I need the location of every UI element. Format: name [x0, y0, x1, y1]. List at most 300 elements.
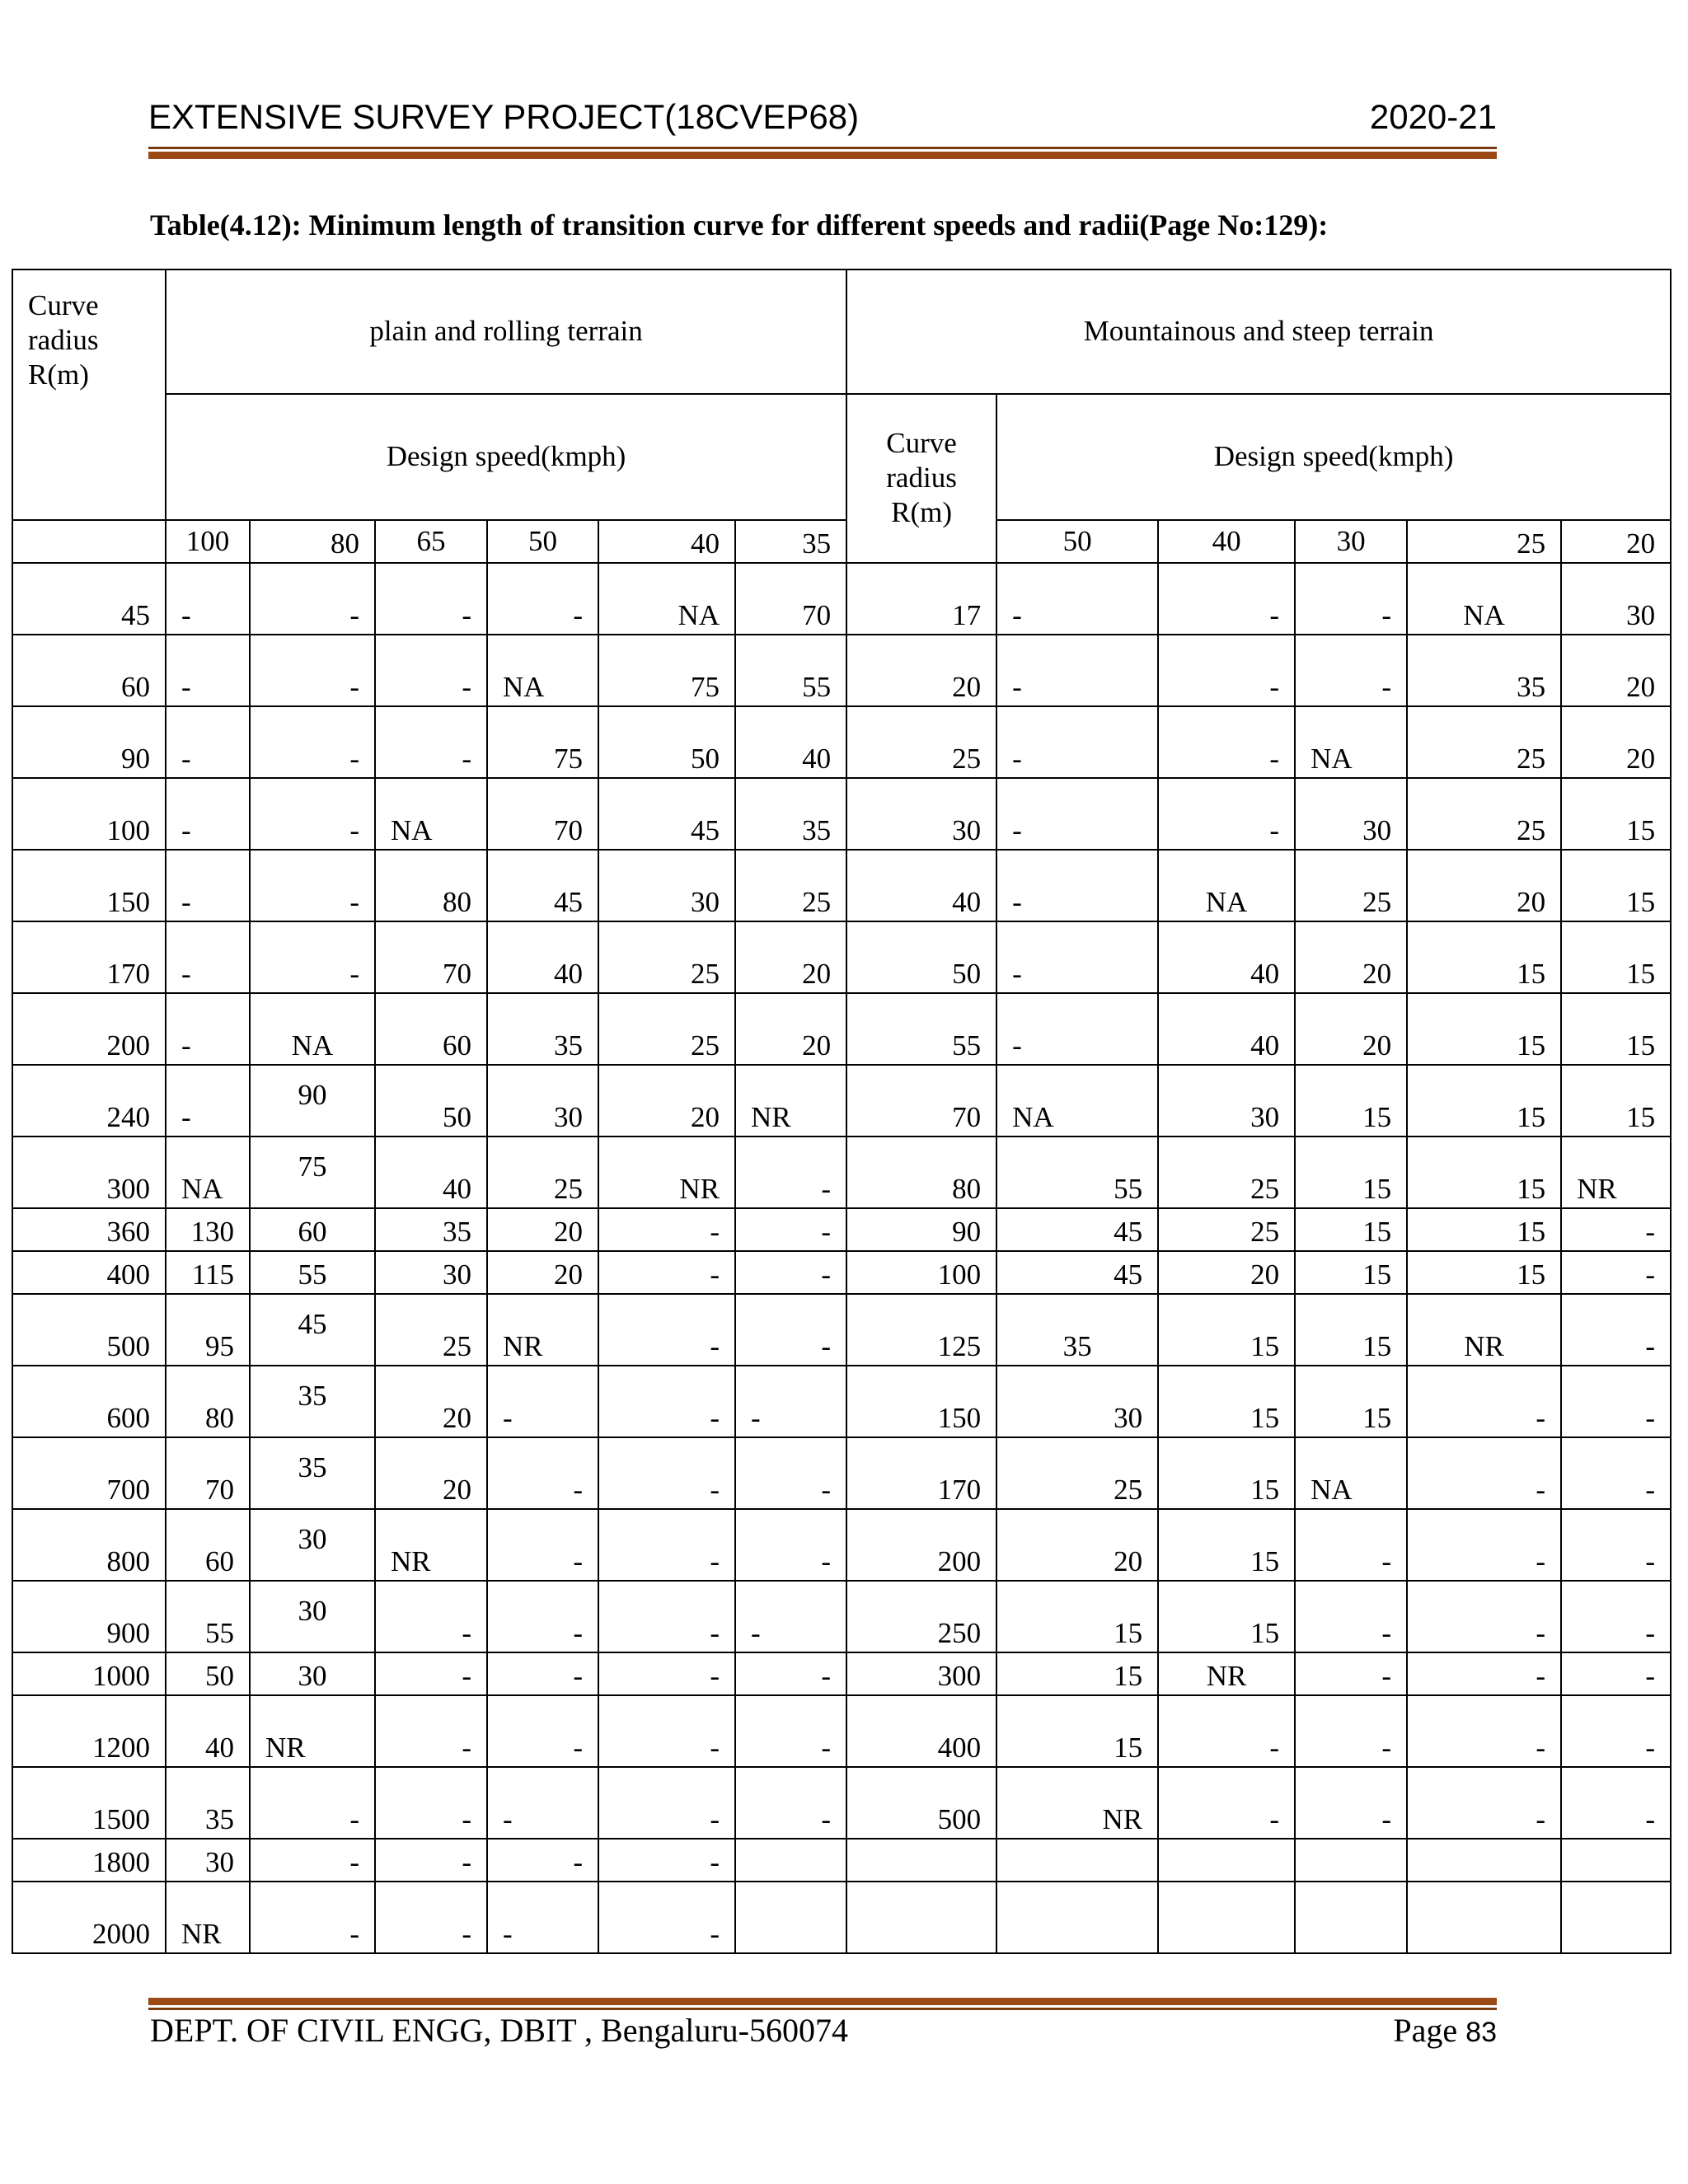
plain-speed-cell: 40 — [598, 520, 735, 563]
mountain-value-cell: - — [1295, 563, 1407, 635]
mountain-value-cell — [1295, 1882, 1407, 1953]
plain-value-cell: 40 — [166, 1695, 250, 1767]
plain-value-cell: 30 — [487, 1065, 598, 1137]
mountain-value-cell: - — [1295, 1695, 1407, 1767]
plain-value-cell: - — [598, 1509, 735, 1581]
plain-value-cell: - — [598, 1767, 735, 1839]
plain-value-cell: 80 — [375, 850, 487, 921]
mountain-value-cell: 15 — [1561, 850, 1671, 921]
radius-cell: 150 — [12, 850, 166, 921]
curve-radius-header: Curve radius R(m) — [12, 269, 166, 520]
plain-speed-cell: 50 — [487, 520, 598, 563]
mountain-value-cell: 30 — [1158, 1065, 1295, 1137]
mountain-value-cell: 15 — [1407, 1065, 1561, 1137]
plain-value-cell: 95 — [166, 1294, 250, 1366]
mountain-value-cell: 35 — [996, 1294, 1158, 1366]
radius-cell: 900 — [12, 1581, 166, 1652]
plain-value-cell: - — [598, 1695, 735, 1767]
mountain-radius-cell: 30 — [846, 778, 996, 850]
mountain-value-cell: - — [1158, 778, 1295, 850]
plain-value-cell: 20 — [735, 993, 846, 1065]
mountain-value-cell: NR — [996, 1767, 1158, 1839]
mountain-value-cell: 15 — [1295, 1137, 1407, 1208]
plain-value-cell: NR — [166, 1882, 250, 1953]
mountain-radius-cell: 90 — [846, 1208, 996, 1251]
plain-value-cell: 50 — [598, 706, 735, 778]
mountain-value-cell: - — [1295, 1652, 1407, 1695]
radius-cell: 600 — [12, 1366, 166, 1437]
plain-value-cell: - — [250, 563, 375, 635]
mountain-value-cell: - — [1407, 1695, 1561, 1767]
plain-value-cell: - — [487, 1695, 598, 1767]
mountain-value-cell — [1158, 1839, 1295, 1882]
mountain-value-cell: - — [996, 921, 1158, 993]
mountain-value-cell: 15 — [1561, 1065, 1671, 1137]
mountain-value-cell: 15 — [1158, 1509, 1295, 1581]
plain-value-cell: - — [598, 1294, 735, 1366]
header-row-speed-values — [12, 520, 1671, 563]
plain-value-cell: - — [735, 1581, 846, 1652]
mountain-value-cell: 20 — [996, 1509, 1158, 1581]
radius-cell: 500 — [12, 1294, 166, 1366]
plain-value-cell: NR — [375, 1509, 487, 1581]
plain-value-cell: - — [375, 1767, 487, 1839]
plain-value-cell: 20 — [598, 1065, 735, 1137]
plain-value-cell: - — [375, 1695, 487, 1767]
table-row — [12, 635, 1671, 706]
radius-cell: 45 — [12, 563, 166, 635]
plain-design-speed-header: Design speed(kmph) — [166, 394, 846, 520]
plain-value-cell: 25 — [598, 921, 735, 993]
plain-value-cell: - — [166, 706, 250, 778]
plain-value-cell: - — [487, 1767, 598, 1839]
plain-value-cell: - — [375, 563, 487, 635]
mountain-terrain-header: Mountainous and steep terrain — [846, 269, 1671, 394]
header-rule-thin — [148, 147, 1497, 149]
mountain-value-cell: - — [1158, 1767, 1295, 1839]
mountain-value-cell: 15 — [1407, 993, 1561, 1065]
plain-value-cell: - — [375, 1882, 487, 1953]
plain-value-cell: - — [487, 1581, 598, 1652]
table-caption: Table(4.12): Minimum length of transition curve for different speeds and radii(Page No:129): — [150, 209, 1329, 241]
mountain-radius-cell: 50 — [846, 921, 996, 993]
plain-value-cell: 20 — [375, 1366, 487, 1437]
footer-rule-thin — [148, 2008, 1497, 2010]
mountain-value-cell: 55 — [996, 1137, 1158, 1208]
plain-value-cell: 75 — [250, 1137, 375, 1208]
mountain-value-cell: 25 — [1158, 1208, 1295, 1251]
mountain-value-cell: 20 — [1158, 1251, 1295, 1294]
plain-value-cell: NA — [166, 1137, 250, 1208]
plain-value-cell: NR — [487, 1294, 598, 1366]
table-row — [12, 1137, 1671, 1208]
mountain-value-cell: 15 — [1158, 1294, 1295, 1366]
plain-value-cell: 20 — [735, 921, 846, 993]
table-row — [12, 1839, 1671, 1882]
plain-value-cell: 40 — [487, 921, 598, 993]
mountain-value-cell: - — [1407, 1437, 1561, 1509]
table-row — [12, 1366, 1671, 1437]
mountain-radius-cell: 40 — [846, 850, 996, 921]
transition-curve-table — [12, 269, 1672, 1954]
plain-value-cell: - — [487, 1839, 598, 1882]
plain-value-cell: - — [375, 635, 487, 706]
mountain-value-cell — [1295, 1839, 1407, 1882]
mountain-value-cell: - — [1561, 1581, 1671, 1652]
mountain-value-cell: - — [1561, 1208, 1671, 1251]
plain-value-cell: 45 — [487, 850, 598, 921]
page-number: 83 — [1465, 2017, 1497, 2048]
plain-value-cell: 55 — [166, 1581, 250, 1652]
radius-cell: 400 — [12, 1251, 166, 1294]
plain-value-cell: 45 — [598, 778, 735, 850]
plain-value-cell: 50 — [375, 1065, 487, 1137]
plain-value-cell: - — [487, 563, 598, 635]
mountain-value-cell: 20 — [1561, 706, 1671, 778]
table-row — [12, 563, 1671, 635]
plain-value-cell: 130 — [166, 1208, 250, 1251]
plain-value-cell: 70 — [166, 1437, 250, 1509]
mountain-radius-cell: 400 — [846, 1695, 996, 1767]
plain-value-cell: - — [598, 1882, 735, 1953]
plain-speed-cell: 80 — [250, 520, 375, 563]
mountain-value-cell: 15 — [1295, 1251, 1407, 1294]
mountain-value-cell: - — [1295, 1767, 1407, 1839]
plain-value-cell: - — [735, 1137, 846, 1208]
mountain-value-cell: 15 — [1295, 1294, 1407, 1366]
mountain-value-cell: 20 — [1295, 993, 1407, 1065]
plain-value-cell: 55 — [735, 635, 846, 706]
plain-value-cell: - — [735, 1767, 846, 1839]
mountain-speed-cell: 25 — [1407, 520, 1561, 563]
table-row — [12, 778, 1671, 850]
mountain-value-cell: NA — [1295, 706, 1407, 778]
mountain-value-cell: 15 — [1295, 1208, 1407, 1251]
table-row — [12, 921, 1671, 993]
plain-value-cell: - — [735, 1294, 846, 1366]
plain-value-cell: - — [166, 921, 250, 993]
mountain-value-cell: 30 — [1295, 778, 1407, 850]
mountain-value-cell — [996, 1882, 1158, 1953]
mountain-speed-cell: 40 — [1158, 520, 1295, 563]
plain-value-cell: 25 — [735, 850, 846, 921]
mountain-value-cell: - — [1407, 1366, 1561, 1437]
plain-value-cell: NR — [250, 1695, 375, 1767]
plain-value-cell: 60 — [375, 993, 487, 1065]
plain-value-cell: - — [250, 1882, 375, 1953]
mountain-curve-radius-header: Curve radius R(m) — [846, 394, 996, 563]
mountain-value-cell — [1158, 1882, 1295, 1953]
plain-value-cell: NA — [250, 993, 375, 1065]
plain-value-cell: NR — [735, 1065, 846, 1137]
radius-cell: 300 — [12, 1137, 166, 1208]
table-row — [12, 1882, 1671, 1953]
plain-value-cell: NA — [375, 778, 487, 850]
mountain-value-cell: - — [1407, 1767, 1561, 1839]
plain-terrain-header: plain and rolling terrain — [166, 269, 846, 394]
mountain-value-cell: - — [1295, 635, 1407, 706]
plain-value-cell: 80 — [166, 1366, 250, 1437]
mountain-value-cell: - — [1158, 1695, 1295, 1767]
plain-value-cell: 70 — [735, 563, 846, 635]
mountain-value-cell: 45 — [996, 1208, 1158, 1251]
plain-value-cell: 35 — [375, 1208, 487, 1251]
mountain-value-cell: - — [1561, 1366, 1671, 1437]
mountain-value-cell: 20 — [1561, 635, 1671, 706]
mountain-value-cell: 15 — [1561, 778, 1671, 850]
plain-value-cell: - — [166, 778, 250, 850]
plain-value-cell: - — [250, 1767, 375, 1839]
mountain-value-cell: - — [1561, 1652, 1671, 1695]
plain-value-cell: 20 — [487, 1251, 598, 1294]
plain-value-cell: 60 — [250, 1208, 375, 1251]
plain-value-cell: - — [375, 706, 487, 778]
plain-value-cell: 35 — [250, 1366, 375, 1437]
mountain-value-cell: 15 — [1158, 1366, 1295, 1437]
plain-value-cell: - — [735, 1695, 846, 1767]
plain-value-cell: 30 — [250, 1581, 375, 1652]
plain-value-cell: - — [487, 1509, 598, 1581]
mountain-value-cell: 25 — [1407, 706, 1561, 778]
empty-cell — [12, 520, 166, 563]
radius-cell: 100 — [12, 778, 166, 850]
plain-speed-cell: 100 — [166, 520, 250, 563]
table-row — [12, 1251, 1671, 1294]
radius-cell: 1000 — [12, 1652, 166, 1695]
mountain-value-cell: 15 — [1295, 1366, 1407, 1437]
plain-value-cell: - — [487, 1437, 598, 1509]
plain-value-cell: - — [487, 1882, 598, 1953]
mountain-value-cell: 30 — [996, 1366, 1158, 1437]
radius-cell: 700 — [12, 1437, 166, 1509]
mountain-design-speed-header: Design speed(kmph) — [996, 394, 1671, 520]
mountain-radius-cell: 80 — [846, 1137, 996, 1208]
radius-cell: 90 — [12, 706, 166, 778]
mountain-radius-cell: 150 — [846, 1366, 996, 1437]
academic-year: 2020-21 — [1369, 97, 1497, 136]
plain-value-cell: - — [735, 1437, 846, 1509]
mountain-speed-cell: 20 — [1561, 520, 1671, 563]
mountain-value-cell: 20 — [1295, 921, 1407, 993]
mountain-value-cell: 25 — [1295, 850, 1407, 921]
mountain-radius-cell: 300 — [846, 1652, 996, 1695]
mountain-radius-cell: 70 — [846, 1065, 996, 1137]
radius-cell: 1500 — [12, 1767, 166, 1839]
mountain-value-cell: 40 — [1158, 993, 1295, 1065]
table-row — [12, 1065, 1671, 1137]
plain-value-cell — [735, 1882, 846, 1953]
plain-value-cell: - — [250, 850, 375, 921]
mountain-value-cell: - — [1561, 1509, 1671, 1581]
plain-value-cell: - — [598, 1839, 735, 1882]
plain-value-cell: 90 — [250, 1065, 375, 1137]
plain-value-cell: 25 — [487, 1137, 598, 1208]
table-row — [12, 1294, 1671, 1366]
radius-cell: 1800 — [12, 1839, 166, 1882]
plain-value-cell — [735, 1839, 846, 1882]
radius-cell: 60 — [12, 635, 166, 706]
mountain-radius-cell: 500 — [846, 1767, 996, 1839]
plain-value-cell: - — [375, 1581, 487, 1652]
plain-value-cell: 35 — [735, 778, 846, 850]
radius-cell: 240 — [12, 1065, 166, 1137]
mountain-value-cell: NA — [1158, 850, 1295, 921]
plain-value-cell: NR — [598, 1137, 735, 1208]
mountain-value-cell: 15 — [1407, 921, 1561, 993]
mountain-value-cell — [1561, 1882, 1671, 1953]
mountain-value-cell: 25 — [1407, 778, 1561, 850]
mountain-radius-cell: 25 — [846, 706, 996, 778]
mountain-value-cell: NR — [1407, 1294, 1561, 1366]
plain-value-cell: 40 — [735, 706, 846, 778]
mountain-value-cell: 35 — [1407, 635, 1561, 706]
mountain-value-cell — [1561, 1839, 1671, 1882]
plain-value-cell: - — [598, 1652, 735, 1695]
mountain-value-cell: 25 — [1158, 1137, 1295, 1208]
radius-cell: 1200 — [12, 1695, 166, 1767]
mountain-value-cell: - — [1158, 563, 1295, 635]
plain-value-cell: - — [375, 1839, 487, 1882]
mountain-value-cell: NA — [1295, 1437, 1407, 1509]
table-row — [12, 1437, 1671, 1509]
table-row — [12, 1695, 1671, 1767]
plain-value-cell: - — [250, 635, 375, 706]
mountain-value-cell — [996, 1839, 1158, 1882]
mountain-value-cell: - — [996, 993, 1158, 1065]
table-row — [12, 1581, 1671, 1652]
mountain-value-cell: NR — [1158, 1652, 1295, 1695]
mountain-value-cell: - — [1561, 1251, 1671, 1294]
page-label: Page — [1393, 2012, 1458, 2049]
plain-value-cell: 50 — [166, 1652, 250, 1695]
mountain-value-cell: - — [1295, 1509, 1407, 1581]
mountain-value-cell: - — [996, 778, 1158, 850]
header-rule-thick — [148, 152, 1497, 159]
mountain-value-cell: - — [996, 635, 1158, 706]
table-row — [12, 1652, 1671, 1695]
mountain-value-cell: NA — [1407, 563, 1561, 635]
plain-value-cell: 75 — [487, 706, 598, 778]
plain-value-cell: 115 — [166, 1251, 250, 1294]
plain-value-cell: 25 — [375, 1294, 487, 1366]
plain-value-cell: - — [598, 1208, 735, 1251]
mountain-radius-cell: 125 — [846, 1294, 996, 1366]
plain-value-cell: - — [250, 1839, 375, 1882]
plain-value-cell: 25 — [598, 993, 735, 1065]
plain-value-cell: 55 — [250, 1251, 375, 1294]
plain-value-cell: - — [166, 850, 250, 921]
footer-page — [1393, 2011, 1497, 2050]
mountain-value-cell: NR — [1561, 1137, 1671, 1208]
plain-value-cell: - — [735, 1366, 846, 1437]
mountain-radius-cell: 17 — [846, 563, 996, 635]
plain-value-cell: - — [166, 635, 250, 706]
plain-value-cell: - — [166, 563, 250, 635]
radius-cell: 800 — [12, 1509, 166, 1581]
mountain-value-cell: 30 — [1561, 563, 1671, 635]
mountain-value-cell: 15 — [996, 1652, 1158, 1695]
plain-value-cell: 30 — [250, 1509, 375, 1581]
plain-value-cell: 35 — [166, 1767, 250, 1839]
table-row — [12, 850, 1671, 921]
plain-value-cell: - — [250, 778, 375, 850]
plain-value-cell: 30 — [166, 1839, 250, 1882]
plain-value-cell: - — [375, 1652, 487, 1695]
mountain-radius-cell: 170 — [846, 1437, 996, 1509]
mountain-value-cell: - — [1158, 635, 1295, 706]
plain-value-cell: 30 — [250, 1652, 375, 1695]
table-row — [12, 993, 1671, 1065]
plain-value-cell: 35 — [250, 1437, 375, 1509]
mountain-value-cell: 25 — [996, 1437, 1158, 1509]
plain-value-cell: 35 — [487, 993, 598, 1065]
mountain-value-cell: 15 — [996, 1695, 1158, 1767]
mountain-value-cell: - — [996, 706, 1158, 778]
footer-department: DEPT. OF CIVIL ENGG, DBIT , Bengaluru-560074 — [150, 2012, 848, 2049]
plain-speed-cell: 65 — [375, 520, 487, 563]
plain-value-cell: - — [250, 706, 375, 778]
mountain-value-cell: - — [996, 563, 1158, 635]
plain-value-cell: - — [598, 1437, 735, 1509]
mountain-value-cell: 15 — [1158, 1581, 1295, 1652]
mountain-radius-cell — [846, 1839, 996, 1882]
mountain-speed-cell: 50 — [996, 520, 1158, 563]
mountain-speed-cell: 30 — [1295, 520, 1407, 563]
mountain-value-cell: 40 — [1158, 921, 1295, 993]
plain-value-cell: 30 — [598, 850, 735, 921]
mountain-value-cell: - — [1407, 1581, 1561, 1652]
mountain-value-cell: - — [1407, 1652, 1561, 1695]
mountain-radius-cell: 100 — [846, 1251, 996, 1294]
plain-value-cell: - — [598, 1251, 735, 1294]
table-row — [12, 706, 1671, 778]
mountain-value-cell: 45 — [996, 1251, 1158, 1294]
mountain-value-cell: 15 — [1158, 1437, 1295, 1509]
mountain-value-cell: NA — [996, 1065, 1158, 1137]
table-row — [12, 1767, 1671, 1839]
mountain-value-cell: 15 — [1407, 1208, 1561, 1251]
plain-value-cell: - — [250, 921, 375, 993]
plain-value-cell: 45 — [250, 1294, 375, 1366]
radius-cell: 360 — [12, 1208, 166, 1251]
mountain-value-cell — [1407, 1882, 1561, 1953]
plain-value-cell: - — [735, 1208, 846, 1251]
plain-value-cell: NA — [598, 563, 735, 635]
plain-value-cell: - — [735, 1509, 846, 1581]
document-title: EXTENSIVE SURVEY PROJECT(18CVEP68) — [148, 97, 860, 136]
plain-value-cell: - — [735, 1652, 846, 1695]
mountain-radius-cell: 250 — [846, 1581, 996, 1652]
plain-value-cell: 40 — [375, 1137, 487, 1208]
mountain-value-cell: - — [996, 850, 1158, 921]
plain-value-cell: 60 — [166, 1509, 250, 1581]
plain-value-cell: 20 — [487, 1208, 598, 1251]
plain-value-cell: - — [598, 1581, 735, 1652]
mountain-value-cell: - — [1561, 1695, 1671, 1767]
mountain-value-cell: 15 — [996, 1581, 1158, 1652]
mountain-value-cell: 15 — [1295, 1065, 1407, 1137]
radius-cell: 170 — [12, 921, 166, 993]
table-row — [12, 1208, 1671, 1251]
header-row-speed — [12, 394, 1671, 520]
mountain-value-cell: 15 — [1561, 993, 1671, 1065]
radius-cell: 2000 — [12, 1882, 166, 1953]
plain-value-cell: - — [735, 1251, 846, 1294]
plain-value-cell: - — [598, 1366, 735, 1437]
mountain-radius-cell — [846, 1882, 996, 1953]
plain-value-cell: NA — [487, 635, 598, 706]
mountain-value-cell: 20 — [1407, 850, 1561, 921]
